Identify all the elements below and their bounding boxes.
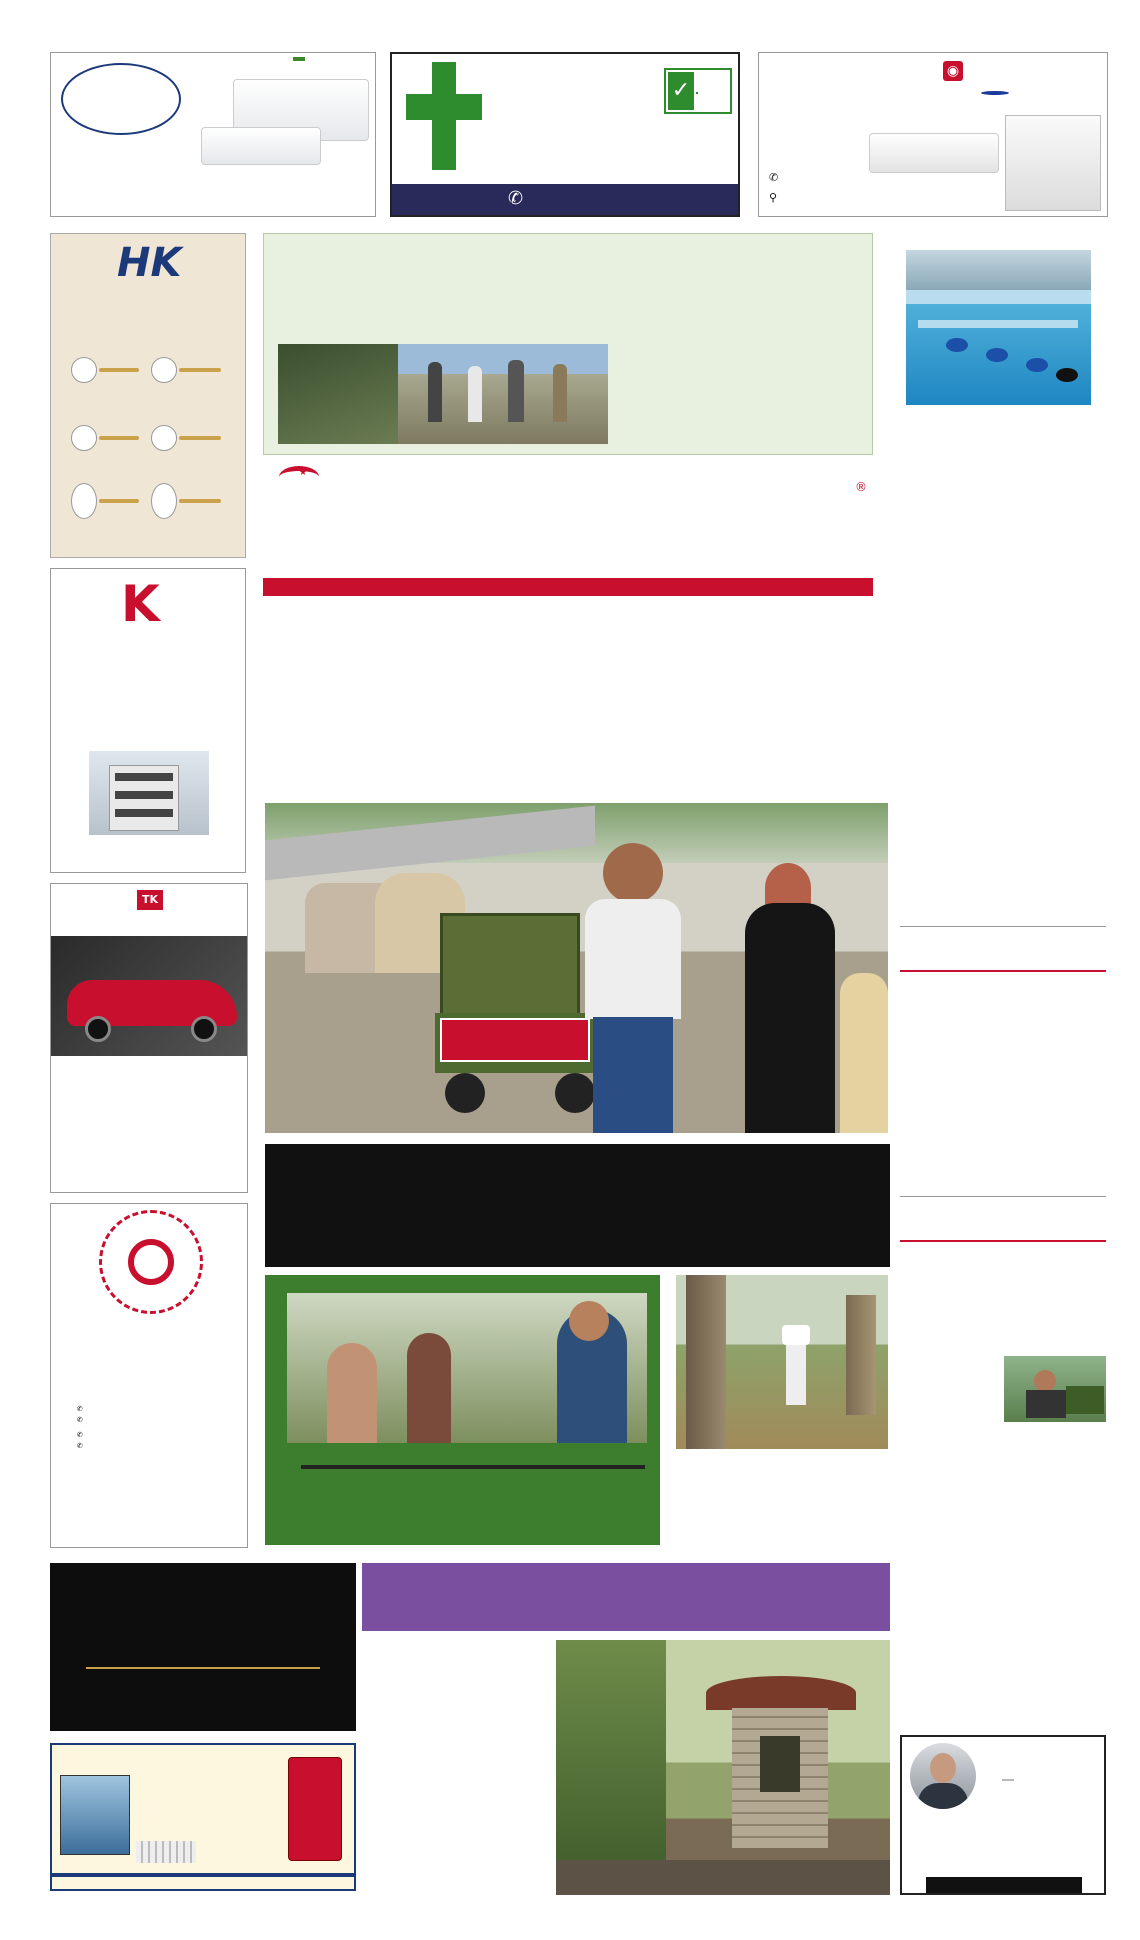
kulturpark-column-1 bbox=[364, 1638, 452, 1894]
topyekun-body bbox=[301, 1465, 645, 1469]
aydin-schedule bbox=[71, 422, 241, 454]
ad-ozkan-klima[interactable] bbox=[50, 52, 376, 217]
alarko-logo-icon: ◉ bbox=[943, 61, 963, 81]
ad-tk-motors[interactable] bbox=[50, 883, 248, 1193]
yaz-spor-photo-pool bbox=[906, 250, 1091, 405]
column-page-ref bbox=[926, 1877, 1082, 1893]
ad-arti-dogalgaz[interactable] bbox=[390, 52, 740, 217]
denizli-schedule bbox=[71, 354, 241, 386]
columnist-photo bbox=[910, 1743, 976, 1809]
subhead-divider bbox=[900, 926, 1106, 927]
subhead-divider bbox=[900, 1196, 1106, 1197]
gear-logo-icon bbox=[99, 1210, 203, 1314]
ad-egessu-yapi[interactable] bbox=[50, 1743, 356, 1891]
check-icon: ✓ bbox=[668, 72, 694, 110]
departure-time bbox=[151, 425, 177, 451]
beydag-photo-workers bbox=[278, 344, 608, 444]
kulturpark-banner bbox=[362, 1563, 890, 1631]
egessu-service-list bbox=[136, 1775, 276, 1777]
solar-water-heater-image bbox=[60, 1775, 130, 1855]
building-render-image bbox=[89, 751, 209, 835]
topyekun-story bbox=[265, 1275, 660, 1545]
red-stove-image bbox=[288, 1757, 342, 1861]
phone-icon: ✆ bbox=[77, 1416, 83, 1424]
iso-badge bbox=[664, 68, 732, 114]
phone-icon: ✆ bbox=[77, 1405, 83, 1413]
registered-icon: ® bbox=[855, 480, 867, 494]
air-conditioner-image-2 bbox=[201, 127, 321, 165]
kulturpark-column-2 bbox=[460, 1638, 548, 1894]
departure-time bbox=[151, 483, 177, 519]
tk-logo-icon: TK bbox=[137, 890, 163, 910]
selcuk-photo-beehives bbox=[676, 1275, 888, 1449]
ozan-contacts bbox=[77, 1404, 83, 1456]
ad-karakasoglu[interactable] bbox=[50, 233, 246, 558]
kulturpark-photo-windmill bbox=[556, 1640, 890, 1895]
phone-icon: ✆ bbox=[769, 171, 779, 184]
masthead bbox=[263, 462, 873, 574]
muhtar-inset-photo bbox=[1004, 1356, 1106, 1422]
selcuk-banner bbox=[265, 1144, 890, 1267]
air-conditioner-image bbox=[869, 133, 999, 173]
date-bar bbox=[263, 578, 873, 596]
subhead-divider bbox=[900, 970, 1106, 972]
egessu-phone bbox=[52, 1873, 356, 1877]
radiator-image bbox=[136, 1841, 196, 1863]
column-author bbox=[1002, 1779, 1014, 1781]
phone-icon: ✆ bbox=[508, 188, 524, 209]
logo-27-badge: ★ bbox=[273, 466, 329, 538]
arti-phone-bar bbox=[392, 184, 738, 215]
ad-ayk-insaat[interactable] bbox=[50, 1563, 356, 1731]
subhead-divider bbox=[900, 1240, 1106, 1242]
denizli-otogar bbox=[179, 368, 221, 372]
aydin-otogar bbox=[179, 436, 221, 440]
departure-time bbox=[151, 357, 177, 383]
departure-time bbox=[71, 483, 97, 519]
ozkan-badge bbox=[293, 57, 305, 61]
odemis-otogar bbox=[99, 368, 139, 372]
boiler-image bbox=[1005, 115, 1101, 211]
beydag-story bbox=[263, 233, 873, 455]
phone-icon: ✆ bbox=[77, 1442, 83, 1450]
salihli-schedule bbox=[71, 480, 241, 522]
red-sports-car-image bbox=[51, 936, 248, 1056]
ad-onder-isi[interactable] bbox=[758, 52, 1108, 217]
phone-icon: ✆ bbox=[77, 1431, 83, 1439]
carrier-label bbox=[981, 91, 1009, 95]
departure-time bbox=[71, 357, 97, 383]
green-cross-icon bbox=[406, 62, 482, 170]
odemis-otogar bbox=[99, 499, 139, 503]
vehicle-sign bbox=[440, 1018, 590, 1062]
column-odemisce bbox=[900, 1735, 1106, 1895]
main-photo-muhtar-vehicle bbox=[265, 803, 888, 1133]
ayk-divider bbox=[86, 1667, 320, 1669]
karakas-logo-icon: HK bbox=[117, 240, 182, 286]
location-icon: ⚲ bbox=[769, 191, 778, 204]
departure-time bbox=[71, 425, 97, 451]
ka-logo-icon: K bbox=[121, 575, 160, 633]
salihli-otogar bbox=[179, 499, 221, 503]
ad-ka-mimarlik[interactable] bbox=[50, 568, 246, 873]
topyekun-photo-farmers bbox=[287, 1293, 647, 1443]
ad-ozan-yuksel[interactable] bbox=[50, 1203, 248, 1548]
iso-number bbox=[696, 92, 698, 94]
odemis-otogar bbox=[99, 436, 139, 440]
ozkan-logo-circle bbox=[61, 63, 181, 135]
